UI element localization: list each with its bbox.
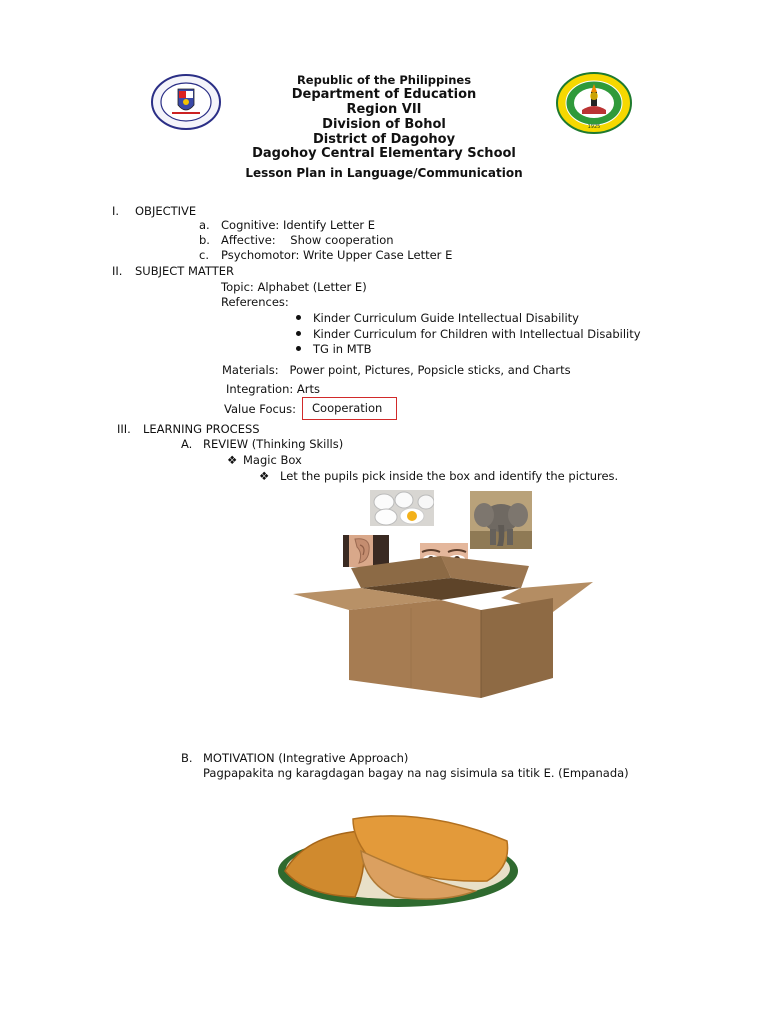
list-letter: b. bbox=[199, 233, 210, 247]
topic-line: Topic: Alphabet (Letter E) bbox=[221, 280, 367, 294]
section-number: II. bbox=[112, 264, 123, 278]
page-title: Lesson Plan in Language/Communication bbox=[245, 166, 523, 180]
section-heading-learning-process: LEARNING PROCESS bbox=[143, 422, 260, 436]
empanada-image bbox=[275, 811, 521, 909]
reference-item: Kinder Curriculum for Children with Intellectual Disability bbox=[313, 327, 641, 341]
motivation-heading: MOTIVATION (Integrative Approach) bbox=[203, 751, 409, 765]
bullet-icon bbox=[296, 331, 301, 336]
elephant-image bbox=[470, 491, 532, 549]
eggs-image bbox=[370, 490, 434, 526]
magic-box-line: Magic Box bbox=[243, 453, 302, 467]
district-line: District of Dagohoy bbox=[312, 132, 456, 147]
objective-item: Psychomotor: Write Upper Case Letter E bbox=[221, 248, 453, 262]
list-letter: A. bbox=[181, 437, 193, 451]
department-line: Department of Education bbox=[291, 87, 477, 102]
section-heading-subject-matter: SUBJECT MATTER bbox=[135, 264, 234, 278]
list-letter: a. bbox=[199, 218, 210, 232]
svg-text:1925: 1925 bbox=[587, 124, 601, 130]
diamond-bullet-icon: ❖ bbox=[227, 453, 238, 467]
open-box-image bbox=[291, 548, 595, 700]
bullet-icon bbox=[296, 346, 301, 351]
references-label: References: bbox=[221, 295, 289, 309]
reference-item: Kinder Curriculum Guide Intellectual Disability bbox=[313, 311, 579, 325]
materials-line: Materials: Power point, Pictures, Popsicle sticks, and Charts bbox=[222, 363, 571, 377]
region-line: Region VII bbox=[346, 102, 422, 117]
section-number: III. bbox=[117, 422, 131, 436]
value-focus-box: Cooperation bbox=[302, 397, 397, 420]
integration-line: Integration: Arts bbox=[226, 382, 320, 396]
list-letter: B. bbox=[181, 751, 193, 765]
instruction-line: Let the pupils pick inside the box and identify the pictures. bbox=[280, 469, 619, 483]
motivation-text: Pagpapakita ng karagdagan bagay na nag sisimula sa titik E. (Empanada) bbox=[203, 766, 629, 780]
bullet-icon bbox=[296, 315, 301, 320]
reference-item: TG in MTB bbox=[313, 342, 372, 356]
objective-item: Cognitive: Identify Letter E bbox=[221, 218, 376, 232]
section-number: I. bbox=[112, 204, 120, 218]
republic-line: Republic of the Philippines bbox=[296, 73, 472, 87]
section-heading-objective: OBJECTIVE bbox=[135, 204, 197, 218]
value-focus-label: Value Focus: bbox=[224, 402, 296, 416]
school-line: Dagohoy Central Elementary School bbox=[252, 146, 516, 161]
diamond-bullet-icon: ❖ bbox=[259, 469, 270, 483]
division-line: Division of Bohol bbox=[322, 117, 446, 132]
review-heading: REVIEW (Thinking Skills) bbox=[203, 437, 344, 451]
objective-item: Affective: Show cooperation bbox=[221, 233, 394, 247]
list-letter: c. bbox=[199, 248, 209, 262]
